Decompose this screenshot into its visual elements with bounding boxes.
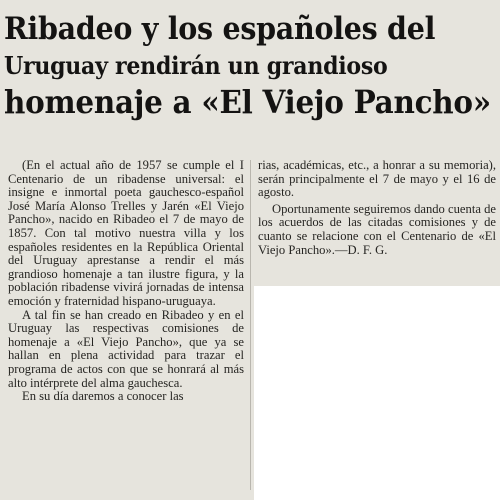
article-paragraph-closing: Oportunamente seguiremos dando cuenta de los acuerdos de las citadas comisiones y de cuanto se relacione con el Centenario de «El Viejo Pancho».—D. F. G.	[258, 201, 496, 257]
article-headline	[4, 11, 498, 121]
blank-area	[254, 286, 500, 500]
article-paragraph-continued: rias, académicas, etc., a honrar a su memoria), serán principalmente el 7 de mayo y el 16 de agosto.	[258, 159, 496, 200]
headline-line-1: Ribadeo y los españoles del	[4, 11, 436, 47]
column-divider	[250, 160, 251, 490]
article-paragraph-3: En su día daremos a conocer las	[22, 389, 184, 404]
article-column-right	[258, 159, 496, 283]
article-paragraph-2: A tal fin se han creado en Ribadeo y en el Uruguay las respectivas comisiones de homenaje a «El Viejo Pancho», que ya se hallan en plena actividad para trazar el programa de actos con que se honrará al más alto intérprete del alma gauchesca.	[8, 307, 244, 390]
headline-line-2: Uruguay rendirán un grandioso	[4, 51, 388, 80]
article-column-left	[8, 159, 244, 500]
headline-line-3: homenaje a «El Viejo Pancho»	[4, 83, 491, 121]
article-paragraph-1: (En el actual año de 1957 se cumple el I Centenario de un ribadense universal: el insigne e inmortal poeta gauchesco-español José María Alonso Trelles y Jarén «El Viejo Pancho», nacido en Ribadeo el 7 de mayo de 1857. Con tal motivo nuestra villa y los españoles residentes en la República Oriental del Uruguay aprestanse a rendir el más grandioso homenaje a tan ilustre figura, y la población ribadense vivirá jornadas de intensa emoción y fraternidad hispano-uruguaya.	[8, 159, 244, 308]
